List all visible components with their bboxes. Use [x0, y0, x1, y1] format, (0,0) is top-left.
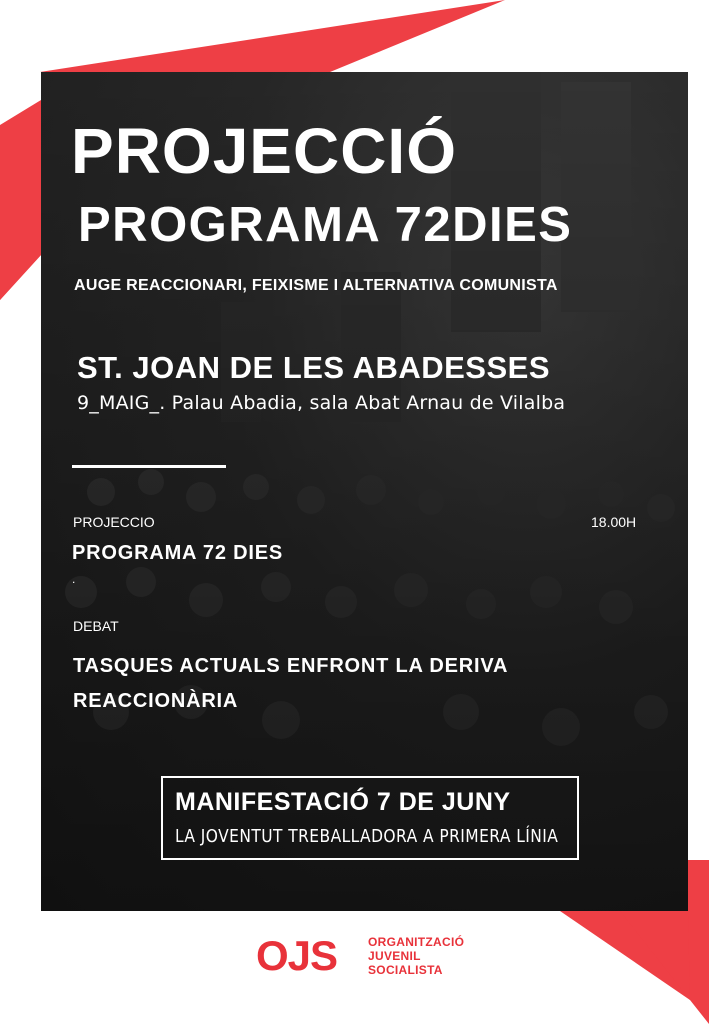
title-line-2: PROGRAMA 72DIES — [78, 198, 573, 252]
logo-line-3: SOCIALISTA — [368, 963, 443, 977]
projection-time: 18.00H — [591, 514, 637, 530]
logo-wordmark — [368, 935, 464, 977]
debate-title-line-1: TASQUES ACTUALS ENFRONT LA DERIVA — [73, 655, 509, 677]
subtitle: AUGE REACCIONARI, FEIXISME I ALTERNATIVA COMUNISTA — [74, 277, 558, 294]
demonstration-tagline: LA JOVENTUT TREBALLADORA A PRIMERA LÍNIA — [175, 826, 559, 847]
logo-line-2: JUVENIL — [368, 949, 421, 963]
logo-line-1: ORGANITZACIÓ — [368, 935, 465, 949]
demonstration-callout-box — [161, 776, 579, 860]
demonstration-headline: MANIFESTACIÓ 7 DE JUNY — [175, 788, 511, 816]
debate-title-line-2: REACCIONÀRIA — [73, 690, 239, 712]
projection-label: PROJECCIO — [73, 514, 155, 530]
debate-label: DEBAT — [73, 618, 119, 634]
poster-panel — [41, 72, 688, 911]
event-date-place: 9_MAIG_. Palau Abadia, sala Abat Arnau de Vilalba — [77, 392, 566, 414]
divider-line — [72, 465, 226, 468]
separator-dot: . — [72, 572, 76, 586]
logo-mark: OJS — [256, 932, 338, 979]
title-line-1: PROJECCIÓ — [71, 115, 457, 187]
projection-title: PROGRAMA 72 DIES — [72, 542, 283, 564]
event-town: ST. JOAN DE LES ABADESSES — [77, 350, 551, 385]
